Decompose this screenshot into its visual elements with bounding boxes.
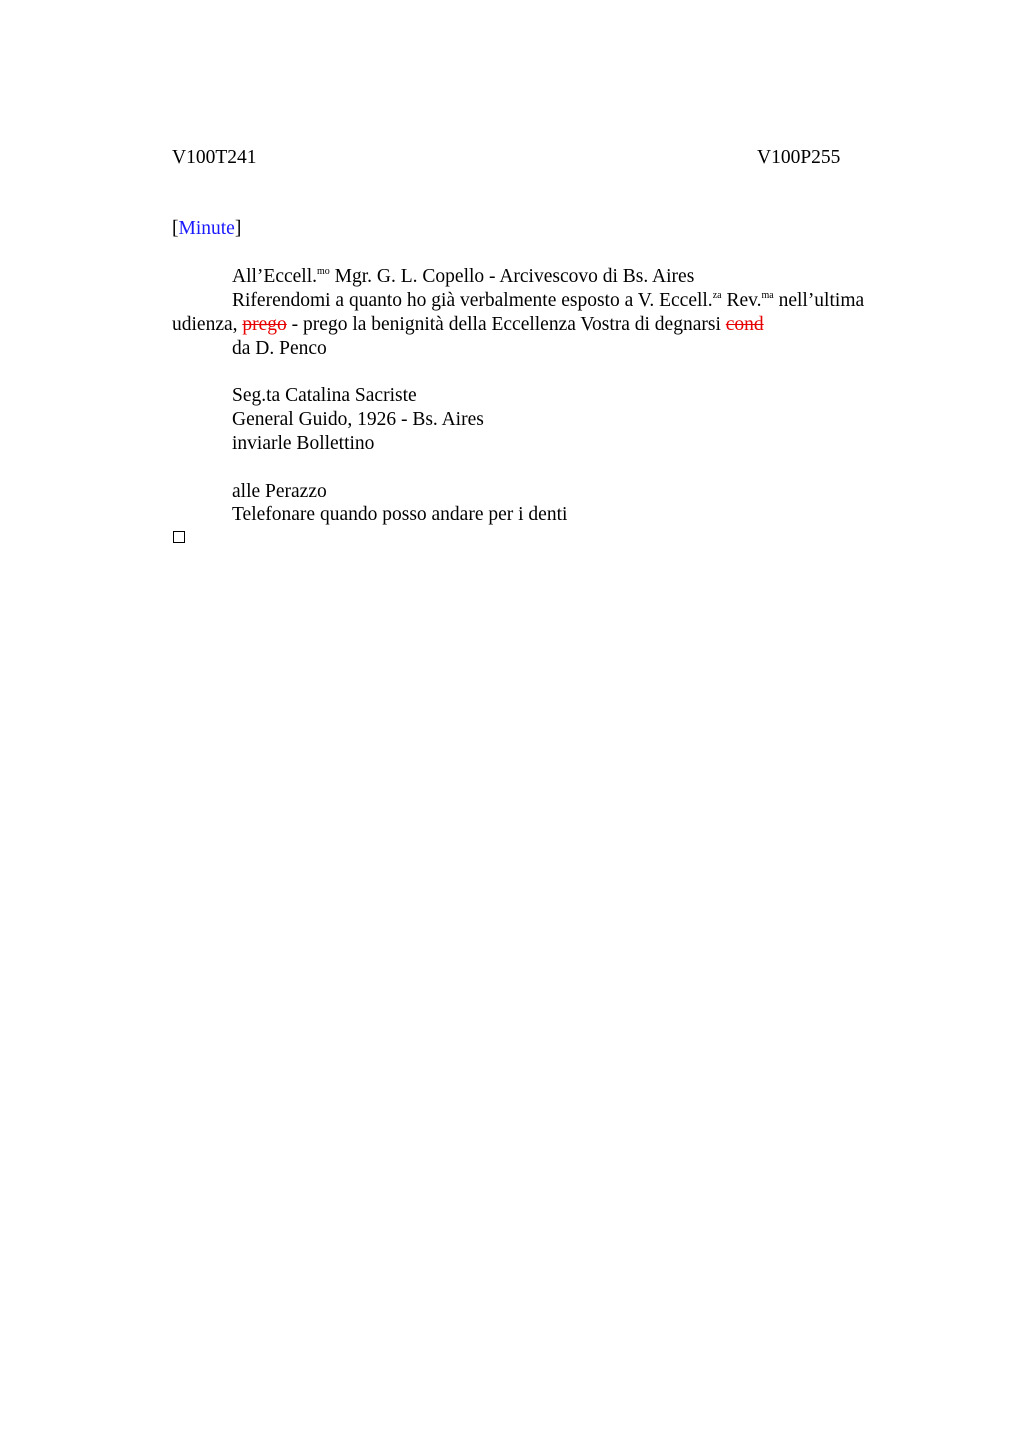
body-line-1: [232, 289, 864, 313]
minute-close-bracket: ]: [234, 218, 242, 239]
note-line-5: Telefonare quando posso andare per i denti: [232, 504, 568, 525]
minute-open-bracket: [: [172, 218, 179, 239]
empty-checkbox[interactable]: [173, 531, 185, 543]
note-line-3: inviarle Bollettino: [232, 433, 375, 454]
addressee-prefix: All’Eccell.: [232, 266, 317, 287]
body-line-1-sup2: ma: [761, 290, 774, 301]
deleted-word-cond: cond: [725, 314, 764, 335]
body-line-1-part1: Riferendomi a quanto ho già verbalmente esposto a V. Eccell.: [232, 290, 713, 311]
minute-heading: [172, 217, 241, 241]
body-line-1-part2: Rev.: [721, 290, 762, 311]
document-id-right: V100P255: [757, 147, 841, 168]
document-id-left: V100T241: [172, 147, 257, 168]
deleted-word-prego: prego: [242, 314, 287, 335]
body-line-2-part2: - prego la benignità della Eccellenza Vostra di degnarsi: [286, 314, 726, 335]
minute-link[interactable]: Minute: [178, 218, 235, 239]
body-line-1-sup1: za: [712, 290, 722, 301]
from-line: da D. Penco: [232, 338, 327, 359]
addressee-superscript: mo: [317, 266, 330, 277]
note-line-2: General Guido, 1926 - Bs. Aires: [232, 409, 484, 430]
addressee-rest: Mgr. G. L. Copello - Arcivescovo di Bs. Aires: [329, 266, 695, 287]
body-line-1-part3: nell’ultima: [773, 290, 865, 311]
body-line-2: [172, 313, 764, 337]
body-line-2-part1: udienza,: [172, 314, 243, 335]
note-line-1: Seg.ta Catalina Sacriste: [232, 385, 417, 406]
addressee-line: [232, 265, 694, 289]
note-line-4: alle Perazzo: [232, 481, 327, 502]
